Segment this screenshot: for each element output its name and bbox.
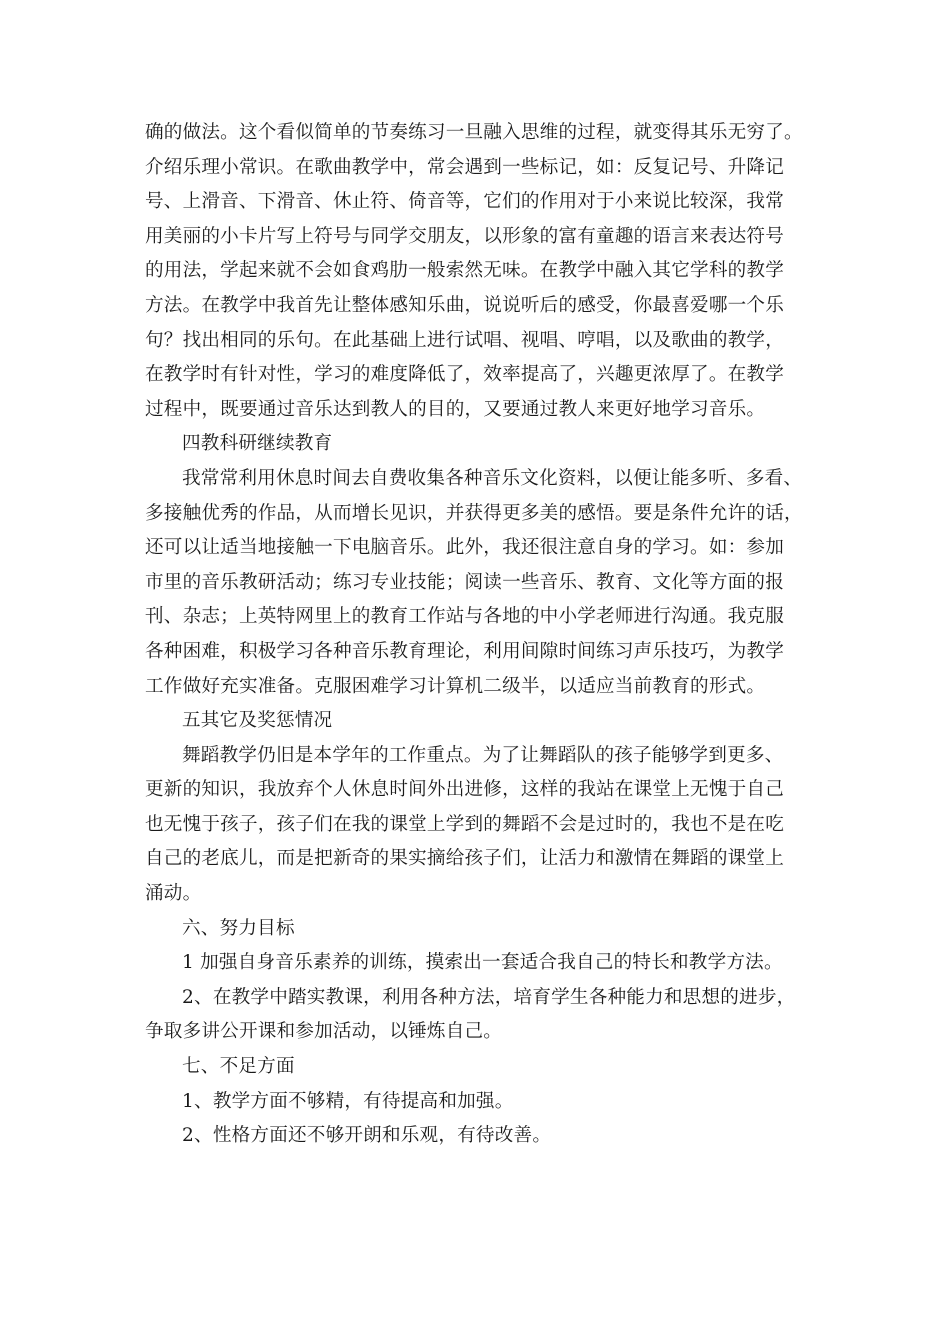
text-line: 确的做法。这个看似简单的节奏练习一旦融入思维的过程，就变得其乐无穷了。 bbox=[145, 122, 803, 143]
text-line: 五其它及奖惩情况 bbox=[182, 710, 333, 732]
text-line: 我常常利用休息时间去自费收集各种音乐文化资料，以便让能多听、多看、 bbox=[182, 467, 803, 489]
text-line: 还可以让适当地接触一下电脑音乐。此外，我还很注意自身的学习。如：参加 bbox=[145, 537, 784, 559]
text-line: 市里的音乐教研活动；练习专业技能；阅读一些音乐、教育、文化等方面的报 bbox=[145, 571, 784, 593]
text-line: 七、不足方面 bbox=[182, 1056, 295, 1078]
text-line: 各种困难，积极学习各种音乐教育理论，利用间隙时间练习声乐技巧，为教学 bbox=[145, 640, 784, 662]
text-line: 在教学时有针对性，学习的难度降低了，效率提高了，兴趣更浓厚了。在教学 bbox=[145, 364, 784, 386]
text-line: 四教科研继续教育 bbox=[182, 433, 333, 455]
text-line: 1 加强自身音乐素养的训练，摸索出一套适合我自己的特长和教学方法。 bbox=[182, 952, 783, 974]
text-line: 更新的知识，我放弃个人休息时间外出进修，这样的我站在课堂上无愧于自己 bbox=[145, 779, 784, 801]
text-line: 的用法，学起来就不会如食鸡肋一般索然无味。在教学中融入其它学科的教学 bbox=[145, 260, 784, 282]
text-line: 舞蹈教学仍旧是本学年的工作重点。为了让舞蹈队的孩子能够学到更多、 bbox=[182, 744, 784, 766]
text-line: 涌动。 bbox=[145, 883, 202, 905]
document-body bbox=[145, 116, 810, 1154]
text-line: 介绍乐理小常识。在歌曲教学中，常会遇到一些标记，如：反复记号、升降记 bbox=[145, 156, 784, 178]
text-line: 过程中，既要通过音乐达到教人的目的，又要通过教人来更好地学习音乐。 bbox=[145, 398, 766, 420]
text-line: 号、上滑音、下滑音、休止符、倚音等，它们的作用对于小来说比较深，我常 bbox=[145, 191, 784, 213]
text-line: 多接触优秀的作品，从而增长见识，并获得更多美的感悟。要是条件允许的话， bbox=[145, 502, 803, 524]
text-line: 句？找出相同的乐句。在此基础上进行试唱、视唱、哼唱，以及歌曲的教学， bbox=[145, 329, 784, 351]
text-line: 方法。在教学中我首先让整体感知乐曲，说说听后的感受，你最喜爱哪一个乐 bbox=[145, 294, 784, 316]
text-line: 六、努力目标 bbox=[182, 917, 295, 939]
text-line: 1、教学方面不够精，有待提高和加强。 bbox=[182, 1090, 514, 1112]
text-line: 争取多讲公开课和参加活动，以锤炼自己。 bbox=[145, 1021, 503, 1043]
text-line: 2、在教学中踏实教课，利用各种方法，培育学生各种能力和思想的进步， bbox=[182, 986, 796, 1008]
text-line: 用美丽的小卡片写上符号与同学交朋友，以形象的富有童趣的语言来表达符号 bbox=[145, 225, 784, 247]
text-line: 也无愧于孩子，孩子们在我的课堂上学到的舞蹈不会是过时的，我也不是在吃 bbox=[145, 813, 784, 835]
text-line: 自己的老底儿，而是把新奇的果实摘给孩子们，让活力和激情在舞蹈的课堂上 bbox=[145, 848, 784, 870]
text-line: 工作做好充实准备。克服困难学习计算机二级半，以适应当前教育的形式。 bbox=[145, 675, 766, 697]
text-line: 刊、杂志；上英特网里上的教育工作站与各地的中小学老师进行沟通。我克服 bbox=[145, 606, 784, 628]
text-line: 2、性格方面还不够开朗和乐观，有待改善。 bbox=[182, 1125, 552, 1147]
